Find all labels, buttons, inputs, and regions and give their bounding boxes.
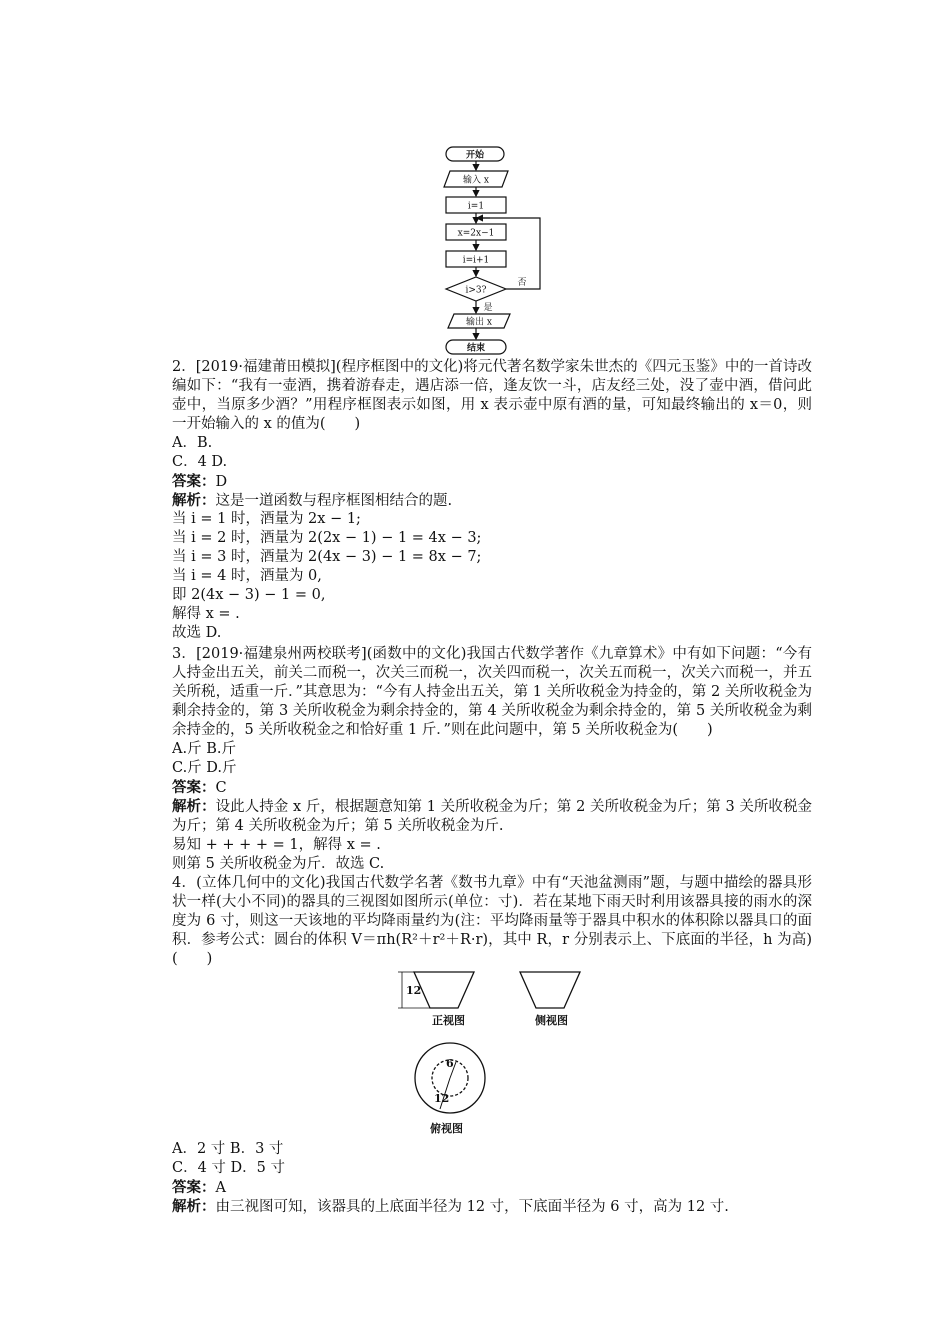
- analysis-step: 易知 + + + + = 1，解得 x = .: [172, 837, 381, 853]
- question-4-options-ab: A．2 寸 B．3 寸: [172, 1141, 284, 1157]
- question-4-answer-block: [172, 1140, 812, 1216]
- flow-no-label: 否: [517, 278, 527, 288]
- question-3-options-cd: C.斤 D.斤: [172, 760, 237, 776]
- flow-init-label: i=1: [467, 201, 485, 212]
- question-2-stem: 2．[2019·福建莆田模拟](程序框图中的文化)将元代著名数学家朱世杰的《四元玉鉴》中的一首诗改编如下：“我有一壶酒，携着游春走，遇店添一倍，逢友饮一斗，店友经三处，没了壶中酒，借问此壶中，当原多少酒？”用程序框图表示如图，用 x 表示壶中原有酒的量，可知最终输出的 x＝0，则一开始输入的 x 的值为( ): [172, 359, 812, 432]
- analysis-label: 解析：: [172, 492, 216, 509]
- question-3: [172, 645, 812, 874]
- side-view-trapezoid: [520, 972, 580, 1008]
- answer-label: 答案：: [172, 473, 216, 490]
- flow-start-label: 开始: [465, 150, 485, 161]
- question-4-answer: [172, 1178, 812, 1197]
- question-2: [172, 358, 812, 643]
- flow-output-label: 输出 x: [466, 317, 492, 328]
- answer-label: 答案：: [172, 1179, 216, 1196]
- analysis-step: 即 2(4x − 3) − 1 = 0,: [172, 587, 326, 603]
- analysis-step: 当 i = 3 时，酒量为 2(4x − 3) − 1 = 8x − 7;: [172, 549, 482, 565]
- question-2-answer: [172, 472, 812, 491]
- flow-end-label: 结束: [466, 343, 486, 354]
- analysis-label: 解析：: [172, 798, 216, 815]
- question-3-answer: [172, 778, 812, 797]
- inner-radius-label: 6: [446, 1057, 454, 1070]
- question-4-options-cd: C．4 寸 D．5 寸: [172, 1160, 285, 1176]
- front-view-trapezoid: [414, 972, 474, 1008]
- question-4-stem: 4．(立体几何中的文化)我国古代数学名著《数书九章》中有“天池盆测雨”题，与题中描绘的器具形状一样(大小不同)的器具的三视图如图所示(单位：寸)．若在某地下雨天时利用该器具接的雨水的深度为 6 寸，则这一天该地的平均降雨量约为(注：平均降雨量等于器具中积水的体积除以器具口的面积．参考公式：圆台的体积 V＝πh(R²＋r²＋R·r)，其中 R，r 分别表示上、下底面的半径，h 为高)( ): [172, 875, 812, 967]
- analysis-text: 这是一道函数与程序框图相结合的题.: [215, 493, 453, 509]
- flow-yes-label: 是: [483, 303, 493, 313]
- outer-radius-label: 12: [434, 1092, 450, 1105]
- analysis-step: 当 i = 2 时，酒量为 2(2x − 1) − 1 = 4x − 3;: [172, 530, 482, 546]
- question-3-options-ab: A.斤 B.斤: [172, 741, 236, 757]
- analysis-step: 则第 5 关所收税金为斤．故选 C.: [172, 856, 385, 872]
- flow-increment-label: i=i+1: [462, 255, 490, 266]
- height-dimension-label: 12: [406, 984, 422, 997]
- question-3-stem: 3．[2019·福建泉州两校联考](函数中的文化)我国古代数学著作《九章算术》中有如下问题：“今有人持金出五关，前关二而税一，次关三而税一，次关四而税一，次关五而税一，次关六而税一，并五关所税，适重一斤．”其意思为：“今有人持金出五关，第 1 关所收税金为持金的，第 2 关所收税金为剩余持金的，第 3 关所收税金为剩余持金的，第 4 关所收税金为剩余持金的，第 5 关所收税金为剩余持金的，5 关所收税金之和恰好重 1 斤．”则在此问题中，第 5 关所收税金为( ): [172, 646, 812, 738]
- analysis-text: 设此人持金 x 斤，根据题意知第 1 关所收税金为斤；第 2 关所收税金为斤；第 3 关所收税金为斤；第 4 关所收税金为斤；第 5 关所收税金为斤.: [172, 799, 812, 834]
- program-flowchart: [430, 140, 560, 358]
- flow-condition-label: i>3?: [465, 285, 487, 296]
- answer-value: D: [215, 474, 228, 490]
- question-2-options-ab: A．B.: [172, 435, 213, 451]
- analysis-step: 故选 D.: [172, 625, 222, 641]
- question-2-analysis: [172, 491, 812, 510]
- question-2-options-cd: C．4 D.: [172, 454, 228, 470]
- answer-value: C: [215, 780, 227, 796]
- question-4-analysis: [172, 1197, 812, 1216]
- top-view-label: 俯视图: [430, 1122, 463, 1135]
- question-3-analysis: [172, 797, 812, 836]
- three-view-drawing: [390, 968, 640, 1140]
- analysis-step: 当 i = 1 时，酒量为 2x − 1;: [172, 511, 361, 527]
- analysis-step: 解得 x = .: [172, 606, 240, 622]
- side-view-label: 侧视图: [535, 1014, 568, 1027]
- analysis-step: 当 i = 4 时，酒量为 0,: [172, 568, 322, 584]
- front-view-label: 正视图: [432, 1014, 465, 1027]
- question-4: [172, 874, 812, 969]
- flow-assign-label: x=2x−1: [457, 228, 495, 239]
- answer-value: A: [215, 1180, 226, 1196]
- flow-input-label: 输入 x: [463, 175, 489, 186]
- analysis-label: 解析：: [172, 1198, 216, 1215]
- answer-label: 答案：: [172, 779, 216, 796]
- analysis-text: 由三视图可知，该器具的上底面半径为 12 寸，下底面半径为 6 寸，高为 12 寸.: [215, 1199, 729, 1215]
